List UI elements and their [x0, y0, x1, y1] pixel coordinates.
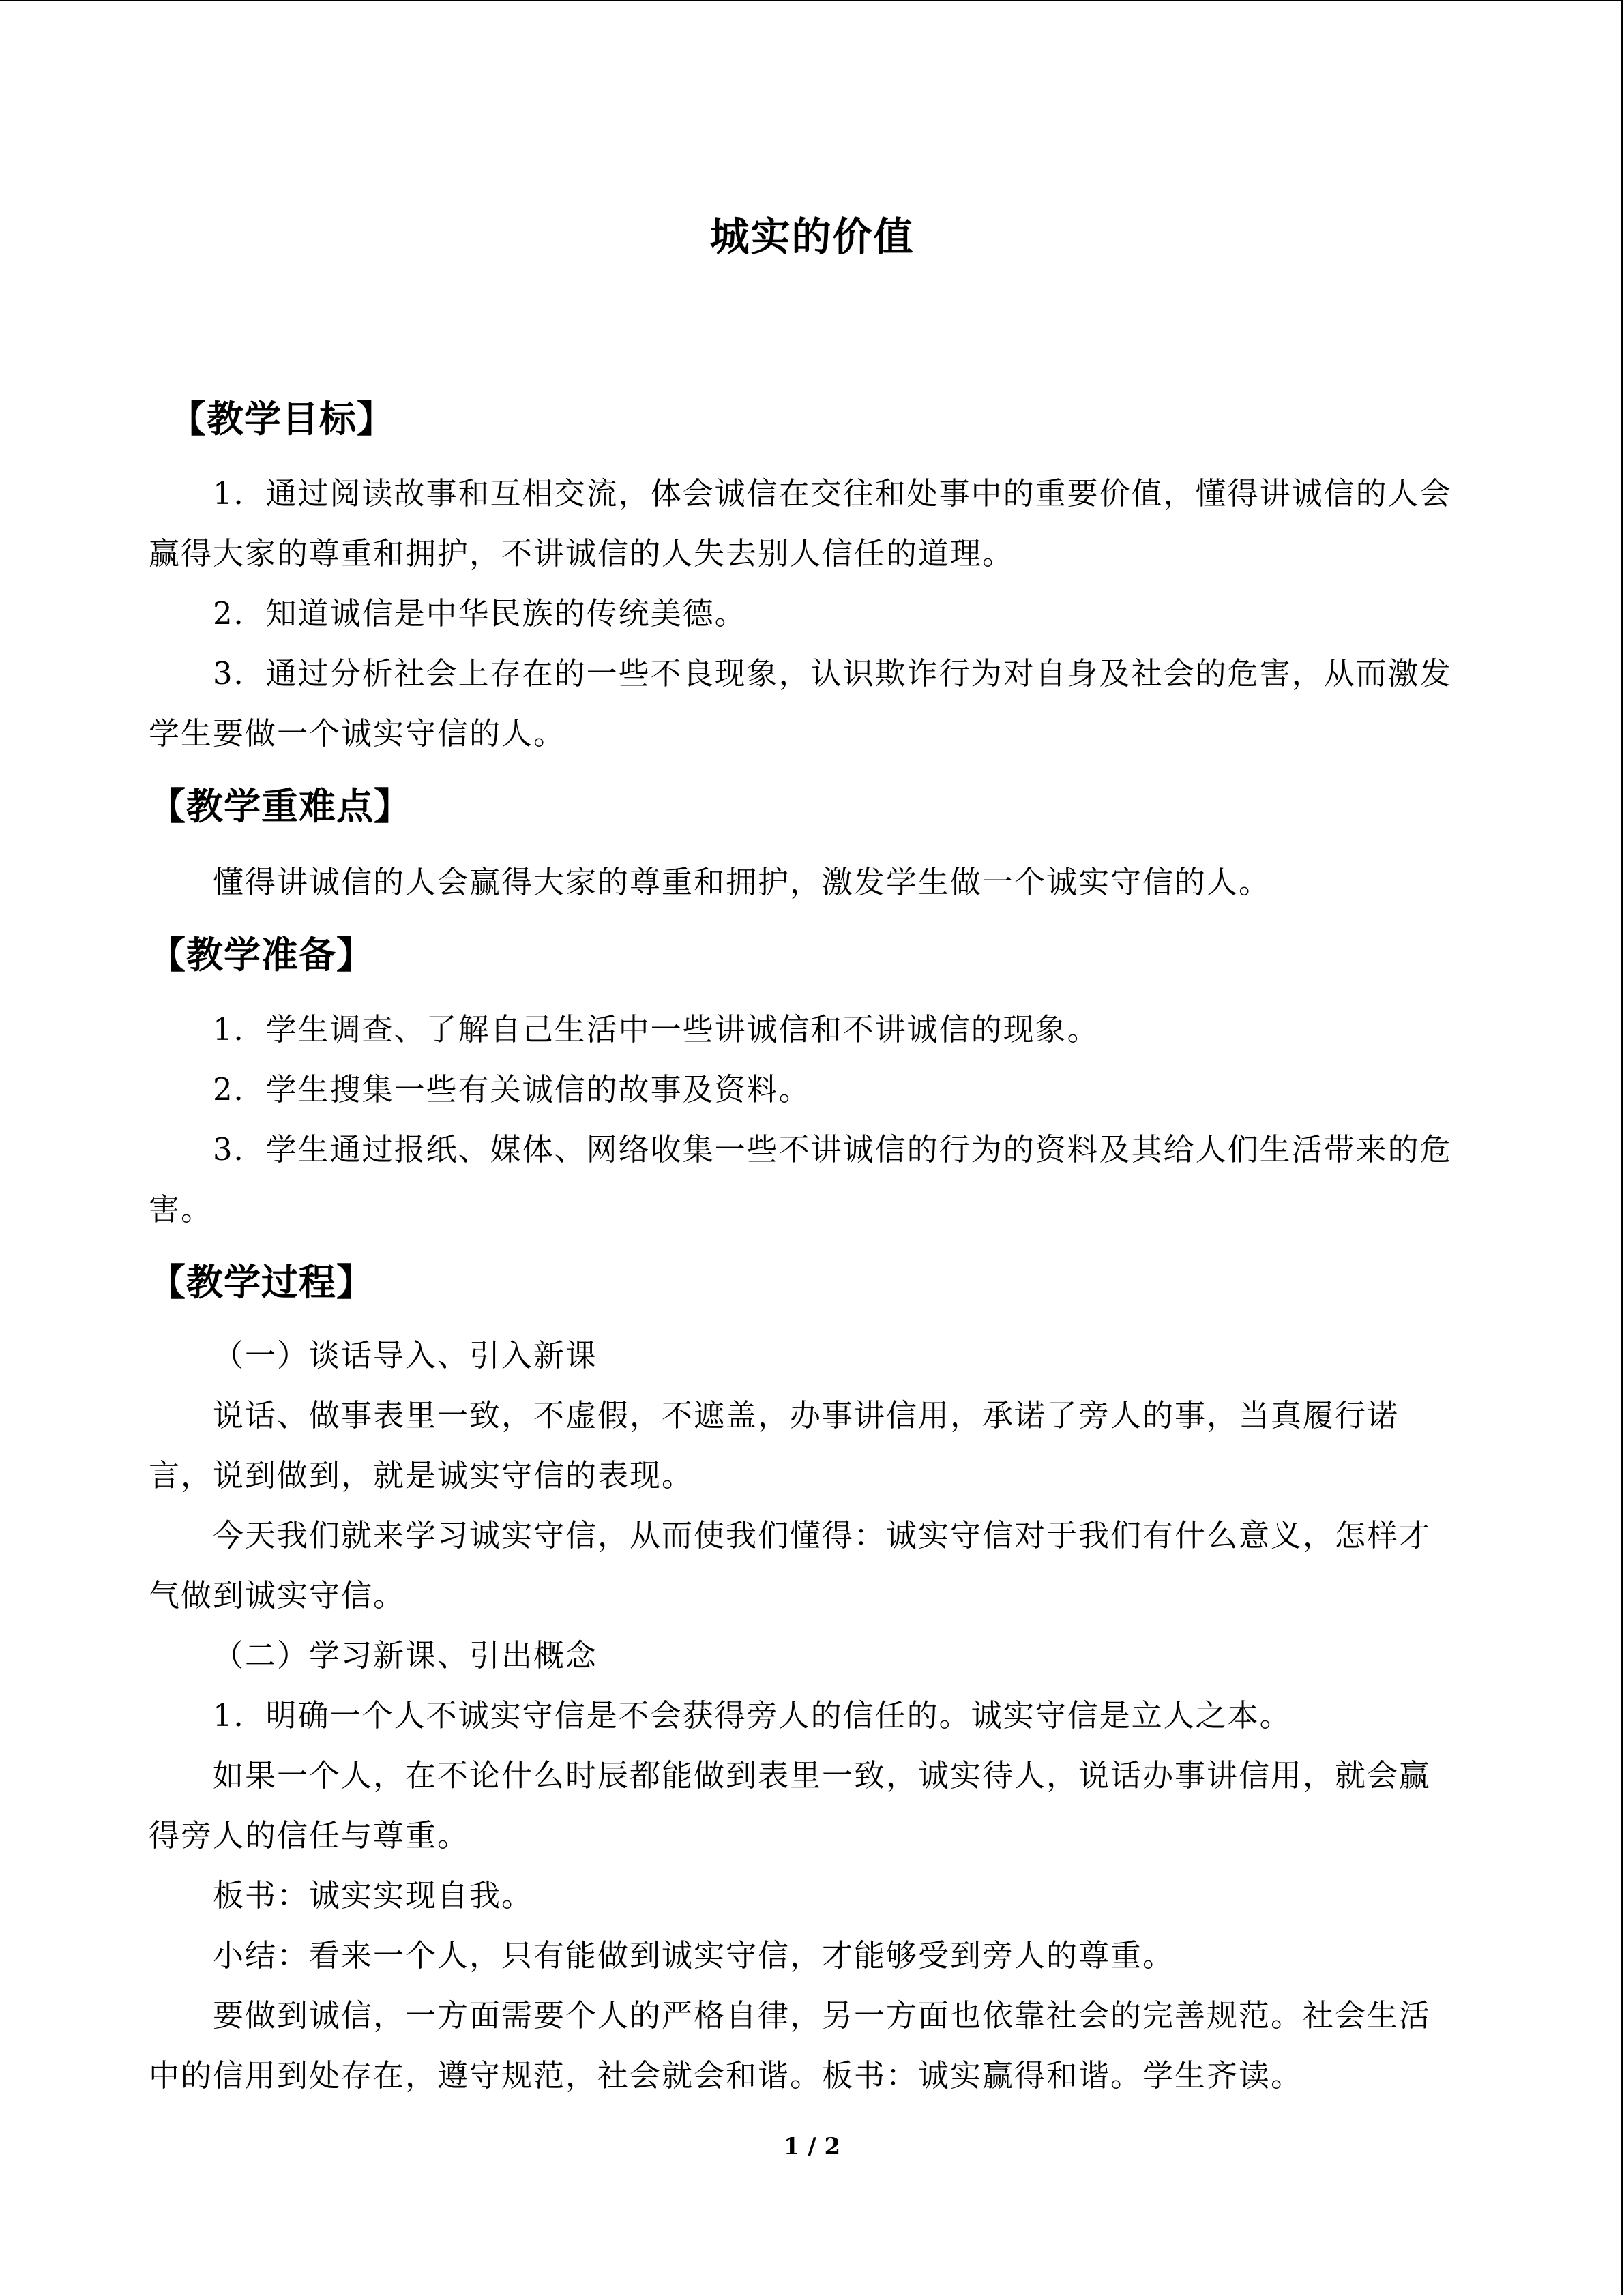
process-para-2-line-2: 气做到诚实守信。	[149, 1577, 406, 1613]
process-para-2-line-1: 今天我们就来学习诚实守信，从而使我们懂得：诚实守信对于我们有什么意义，怎样才	[213, 1517, 1432, 1553]
process-para-7-line-1: 要做到诚信，一方面需要个人的严格自律，另一方面也依靠社会的完善规范。社会生活	[213, 1997, 1432, 2033]
objectives-item-2: 2．知道诚信是中华民族的传统美德。	[213, 595, 747, 631]
preparation-item-1: 1．学生调查、了解自己生活中一些讲诚信和不讲诚信的现象。	[213, 1011, 1099, 1047]
process-para-4-line-2: 得旁人的信任与尊重。	[149, 1817, 470, 1853]
process-para-6: 小结：看来一个人，只有能做到诚实守信，才能够受到旁人的尊重。	[213, 1937, 1175, 1973]
heading-preparation: 【教学准备】	[149, 934, 374, 976]
page-number: 1 / 2	[783, 2133, 841, 2160]
process-subheading-1: （一）谈话导入、引入新课	[213, 1337, 598, 1373]
page-title: 城实的价值	[709, 213, 915, 260]
preparation-item-2: 2．学生搜集一些有关诚信的故事及资料。	[213, 1071, 811, 1107]
process-para-5: 板书：诚实实现自我。	[213, 1877, 534, 1913]
process-para-3: 1．明确一个人不诚实守信是不会获得旁人的信任的。诚实守信是立人之本。	[213, 1697, 1292, 1733]
objectives-item-3-line-1: 3．通过分析社会上存在的一些不良现象，认识欺诈行为对自身及社会的危害，从而激发	[213, 655, 1452, 691]
preparation-item-3-line-1: 3．学生通过报纸、媒体、网络收集一些不讲诚信的行为的资料及其给人们生活带来的危	[213, 1131, 1452, 1167]
heading-objectives: 【教学目标】	[169, 398, 394, 441]
heading-process: 【教学过程】	[149, 1261, 374, 1304]
preparation-item-3-line-2: 害。	[149, 1191, 213, 1227]
process-para-1-line-1: 说话、做事表里一致，不虚假，不遮盖，办事讲信用，承诺了旁人的事，当真履行诺	[213, 1397, 1400, 1433]
objectives-item-1-line-1: 1．通过阅读故事和互相交流，体会诚信在交往和处事中的重要价值，懂得讲诚信的人会	[213, 475, 1452, 511]
objectives-item-1-line-2: 赢得大家的尊重和拥护，不讲诚信的人失去别人信任的道理。	[149, 535, 1015, 571]
process-subheading-2: （二）学习新课、引出概念	[213, 1637, 598, 1673]
process-para-7-line-2: 中的信用到处存在，遵守规范，社会就会和谐。板书：诚实赢得和谐。学生齐读。	[149, 2057, 1303, 2093]
key-points-text: 懂得讲诚信的人会赢得大家的尊重和拥护，激发学生做一个诚实守信的人。	[213, 864, 1271, 900]
process-para-1-line-2: 言，说到做到，就是诚实守信的表现。	[149, 1457, 694, 1493]
process-para-4-line-1: 如果一个人，在不论什么时辰都能做到表里一致，诚实待人，说话办事讲信用，就会赢	[213, 1757, 1432, 1793]
objectives-item-3-line-2: 学生要做一个诚实守信的人。	[149, 715, 566, 751]
heading-key-points: 【教学重难点】	[149, 785, 411, 828]
